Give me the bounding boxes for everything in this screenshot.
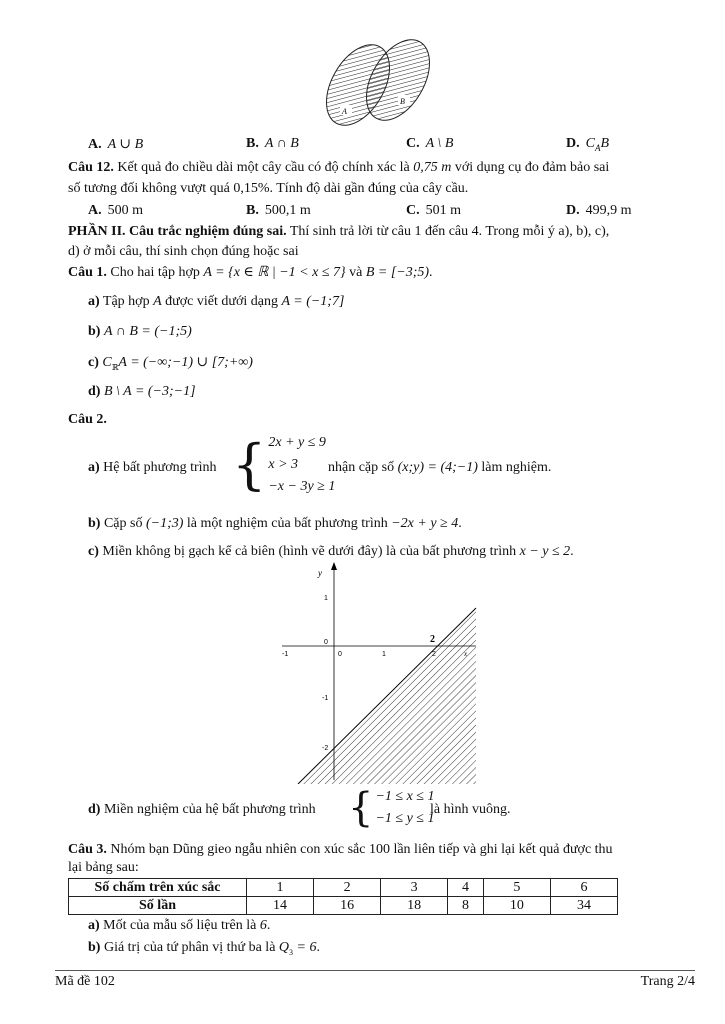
c1-statement-a[interactable]: a) Tập hợp A được viết dưới dạng A = (−1;7] [88,294,345,309]
tick-x-2: 2 [432,651,436,658]
dice-frequency-table [68,878,618,915]
venn-label-b: B [400,97,405,106]
q12-option-c[interactable]: C. 501 m [406,203,462,218]
tick-y-0: 0 [324,639,328,646]
c2-a-system: { 2x + y ≤ 9 x > 3 −x − 3y ≥ 1 [232,433,336,496]
table-cell: 14 [247,897,314,915]
tick-y-minus2: -2 [322,745,329,752]
table-row [69,879,618,897]
c2-statement-b[interactable]: b) Cặp số (−1;3) là một nghiệm của bất phương trình −2x + y ≥ 4. [88,516,462,531]
table-row [69,897,618,915]
tick-y-minus1: -1 [322,695,329,702]
page-number: Trang 2/4 [640,974,695,989]
table-cell: 16 [314,897,381,915]
c2-statement-d-tail: là hình vuông. [430,802,511,817]
q12-option-d[interactable]: D. 499,9 m [566,203,632,218]
tick-x-minus1: -1 [282,651,289,658]
q11-option-d[interactable]: D. $C_AB$ [566,136,610,153]
table-header-cell: Số lần [69,897,247,915]
c3-statement-b[interactable]: b) Giá trị của tứ phân vị thứ ba là $Q_3 = 6$. [88,940,320,957]
venn-label-a: A [342,107,347,116]
c1-statement-c[interactable]: c) $C_ℝA$ = (−∞;−1) ∪ [7;+∞) [88,355,253,372]
table-cell: 6 [550,879,617,897]
part2-heading: PHẦN II. Câu trắc nghiệm đúng sai. Thí sinh trả lời từ câu 1 đến câu 4. Trong mỗi ý a), b), c), [68,224,610,239]
c2-label: Câu 2. [68,412,107,427]
exam-code: Mã đề 102 [55,974,115,989]
c2-statement-c[interactable]: c) Miền không bị gạch kể cả biên (hình vẽ dưới đây) là của bất phương trình x − y ≤ 2. [88,544,574,559]
table-cell: 1 [247,879,314,897]
q12-stem: Câu 12. Kết quả đo chiều dài một cây cầu có độ chính xác là 0,75 m với dụng cụ đo đảm bảo sai [68,160,610,175]
inequality-graph [278,562,478,784]
c1-statement-b[interactable]: b) A ∩ B = (−1;5) [88,324,192,339]
y-axis-label: y [318,568,322,578]
c3-stem: Câu 3. Nhóm bạn Dũng gieo ngẫu nhiên con xúc sắc 100 lần liên tiếp và ghi lại kết quả được thu [68,842,613,857]
table-cell: 2 [314,879,381,897]
c2-statement-a-tail: nhận cặp số (x;y) = (4;−1) làm nghiệm. [328,460,552,475]
table-cell: 3 [381,879,448,897]
table-cell: 5 [483,879,550,897]
venn-diagram [318,30,448,130]
c2-statement-d-lead[interactable]: d) Miền nghiệm của hệ bất phương trình [88,802,316,817]
c3-stem-line2: lại bảng sau: [68,860,139,875]
q11-option-b[interactable]: B. A ∩ B [246,136,299,151]
table-cell: 18 [381,897,448,915]
c1-statement-d[interactable]: d) B \ A = (−3;−1] [88,384,196,399]
q11-option-a[interactable]: A. A ∪ B [88,137,144,152]
part2-heading-line2: d) ở mỗi câu, thí sinh chọn đúng hoặc sai [68,244,299,259]
x-axis-label: x [464,650,468,658]
q12-option-a[interactable]: A. 500 m [88,203,144,218]
intercept-label: 2 [430,634,435,645]
tick-x-1: 1 [382,651,386,658]
table-cell: 4 [448,879,484,897]
tick-x-0: 0 [338,651,342,658]
table-cell: 8 [448,897,484,915]
c2-d-system: { −1 ≤ x ≤ 1 −1 ≤ y ≤ 1 [348,785,435,831]
q12-option-b[interactable]: B. 500,1 m [246,203,311,218]
q11-option-c[interactable]: C. A \ B [406,136,454,151]
tick-y-1: 1 [324,595,328,602]
table-header-cell: Số chấm trên xúc sắc [69,879,247,897]
c3-statement-a[interactable]: a) Mốt của mẫu số liệu trên là 6. [88,918,271,933]
table-cell: 34 [550,897,617,915]
c2-statement-a-lead[interactable]: a) Hệ bất phương trình [88,460,217,475]
q12-stem-line2: số tương đối không vượt quá 0,15%. Tính độ dài gần đúng của cây cầu. [68,181,469,196]
table-cell: 10 [483,897,550,915]
c1-stem: Câu 1. Cho hai tập hợp A = {x ∈ ℝ | −1 < x ≤ 7} và B = [−3;5). [68,265,433,280]
footer-divider [55,970,695,971]
